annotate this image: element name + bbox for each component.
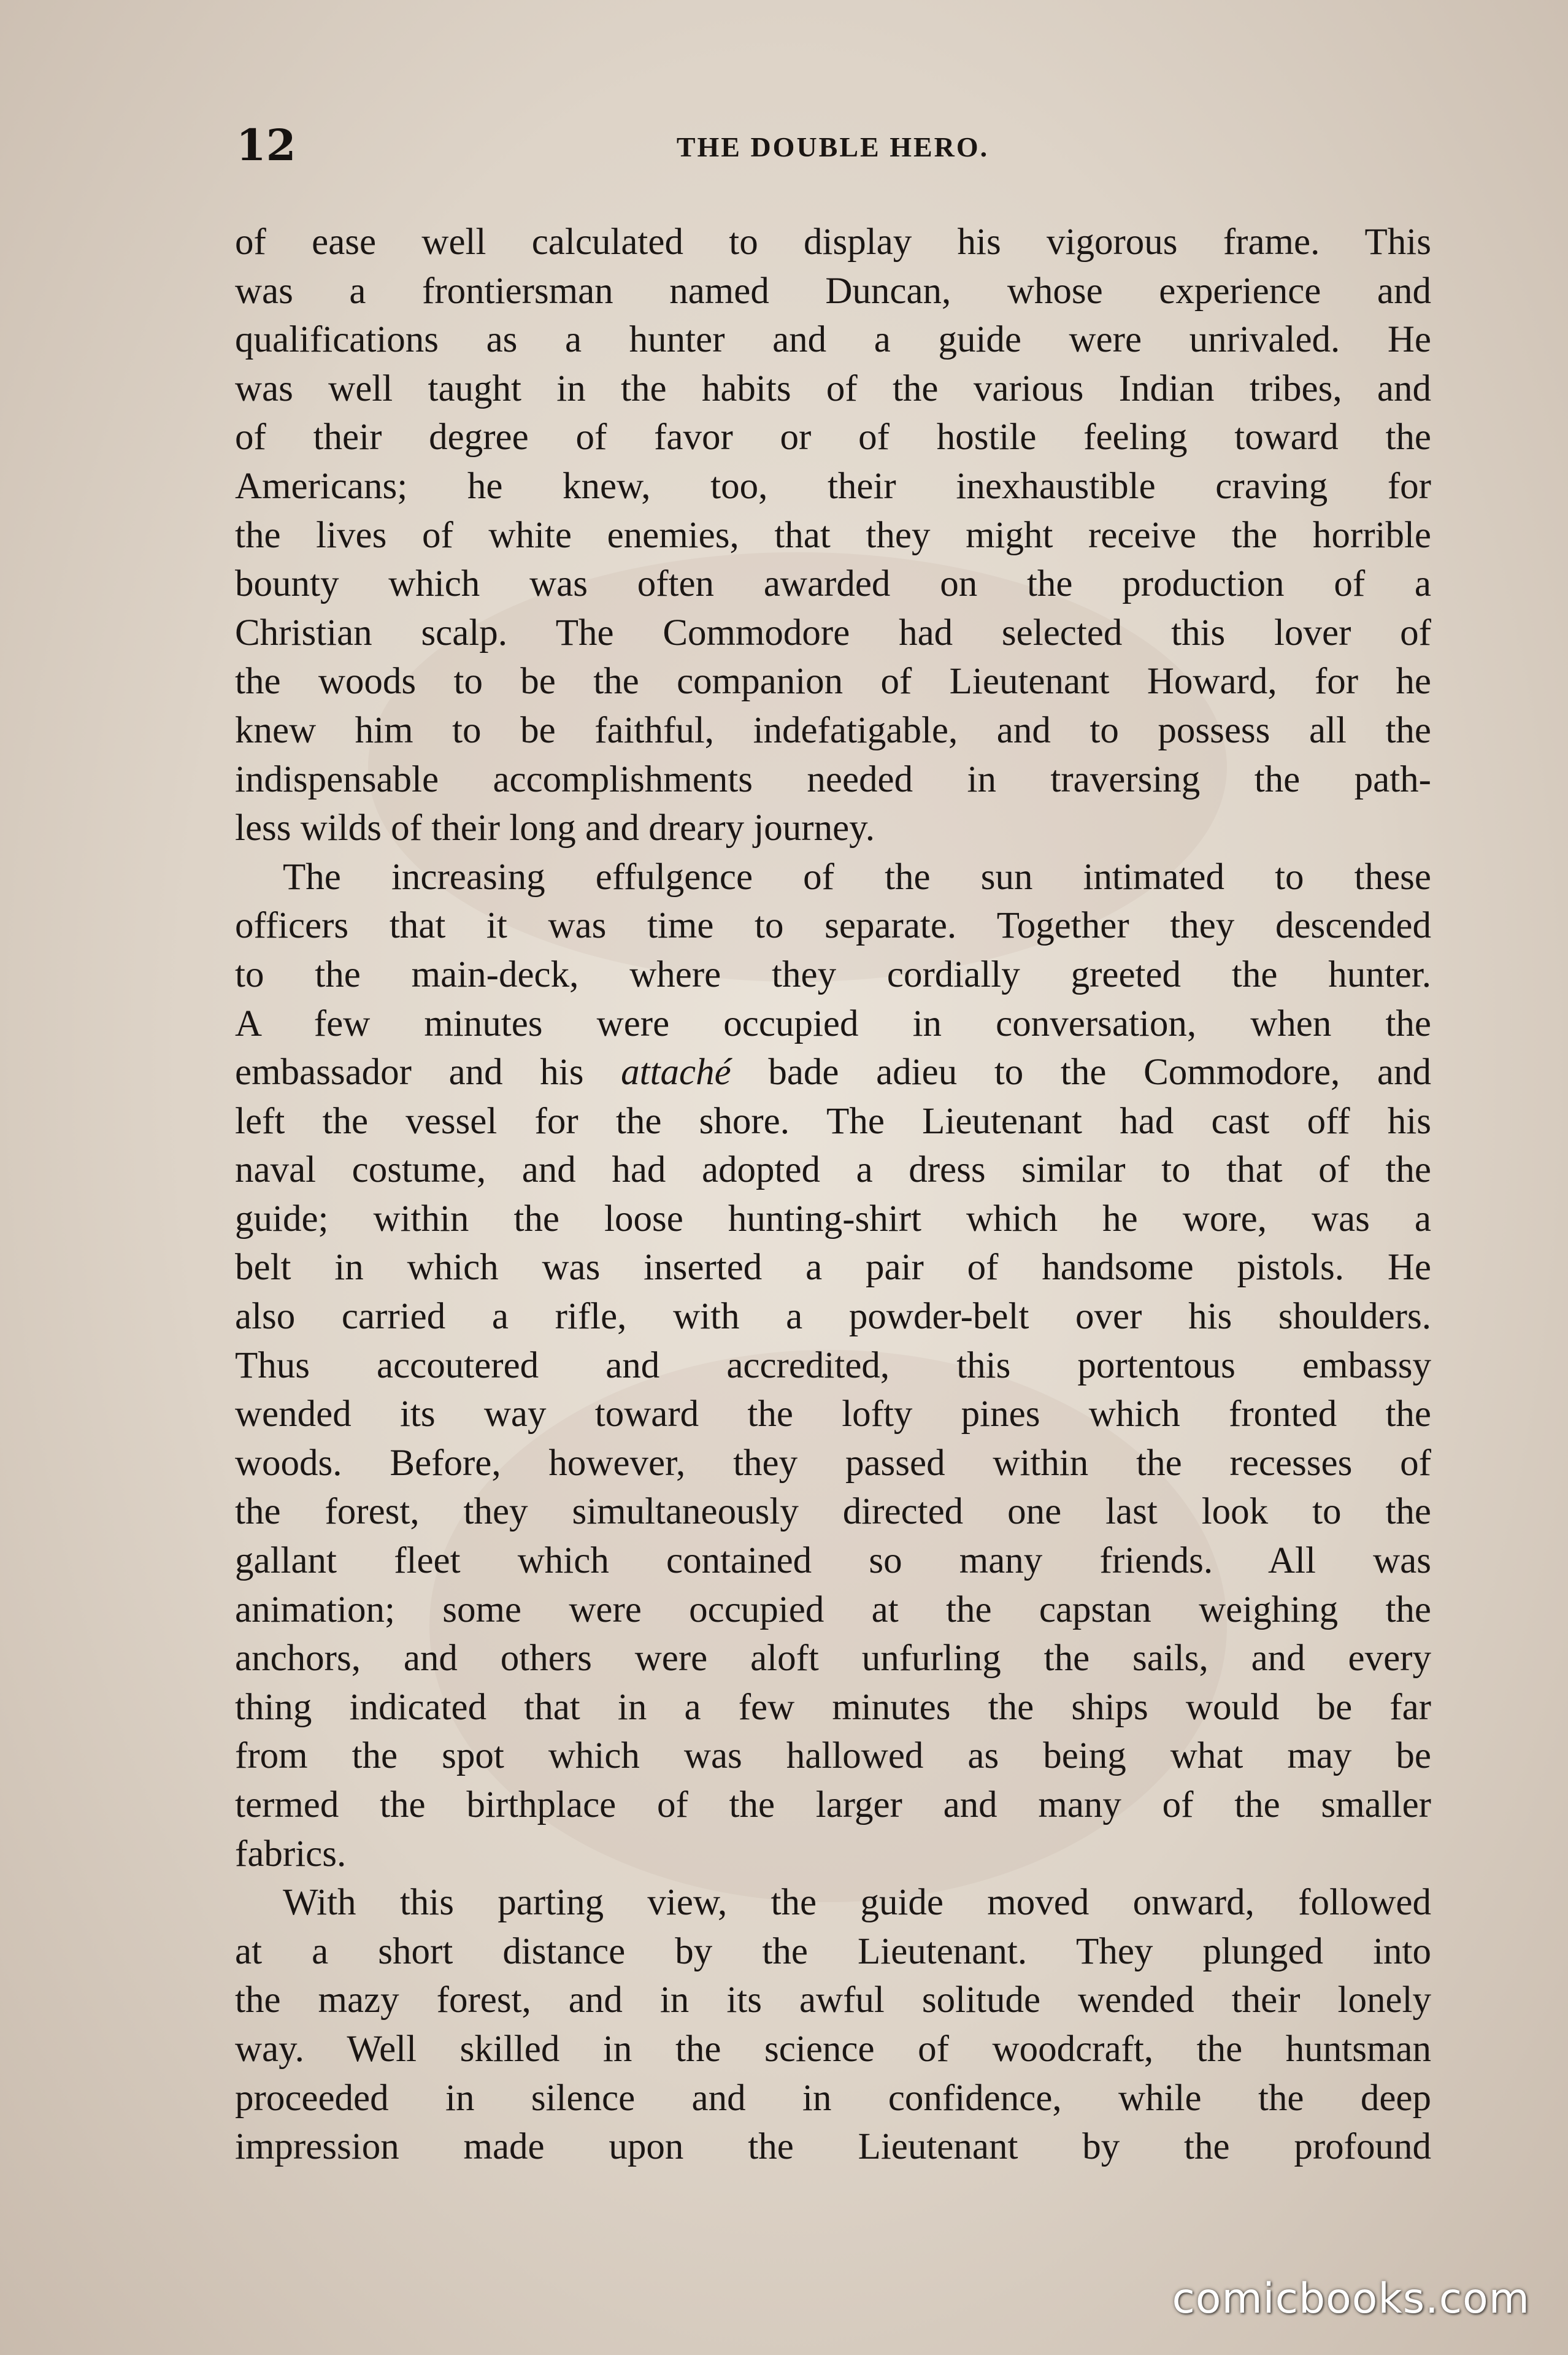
text-line: embassador and his attaché bade adieu to the Commodore, and (235, 1052, 1431, 1093)
page-header (236, 120, 1429, 175)
text-line: less wilds of their long and dreary journey. (235, 807, 875, 849)
text-line: belt in which was inserted a pair of handsome pistols. He (235, 1247, 1431, 1289)
text-line: the mazy forest, and in its awful solitude wended their lonely (235, 1979, 1431, 2021)
watermark: comicbooks.com (1172, 2275, 1530, 2323)
text-line: indispensable accomplishments needed in traversing the path- (235, 758, 1431, 800)
text-line: left the vessel for the shore. The Lieutenant had cast off his (235, 1100, 1431, 1142)
text-line: qualifications as a hunter and a guide were unrivaled. He (235, 319, 1431, 361)
text-line: The increasing effulgence of the sun intimated to these (283, 856, 1431, 898)
text-line: officers that it was time to separate. Together they descended (235, 905, 1431, 947)
text-line: fabrics. (235, 1833, 347, 1875)
text-line: also carried a rifle, with a powder-belt over his shoulders. (235, 1296, 1431, 1338)
text-line: wended its way toward the lofty pines which fronted the (235, 1393, 1431, 1435)
text-line: way. Well skilled in the science of woodcraft, the huntsman (235, 2028, 1431, 2070)
text-line: thing indicated that in a few minutes the ships would be far (235, 1686, 1431, 1728)
page-number: 12 (236, 120, 296, 171)
paragraph (235, 218, 1431, 853)
body-text (235, 218, 1431, 2172)
text-line: impression made upon the Lieutenant by the profound (235, 2126, 1431, 2168)
text-line: of their degree of favor or of hostile feeling toward the (235, 417, 1431, 458)
paragraph (235, 853, 1431, 1878)
text-line: knew him to be faithful, indefatigable, and to possess all the (235, 709, 1431, 751)
text-line: anchors, and others were aloft unfurling the sails, and every (235, 1638, 1431, 1679)
text-line: proceeded in silence and in confidence, while the deep (235, 2077, 1431, 2119)
text-line: was well taught in the habits of the various Indian tribes, and (235, 368, 1431, 409)
text-line: was a frontiersman named Duncan, whose experience and (235, 270, 1431, 312)
paragraph (235, 1878, 1431, 2172)
text-line: of ease well calculated to display his vigorous frame. This (235, 222, 1431, 263)
text-line: gallant fleet which contained so many friends. All was (235, 1540, 1431, 1582)
running-head: THE DOUBLE HERO. (676, 131, 990, 163)
text-line: to the main-deck, where they cordially greeted the hunter. (235, 954, 1431, 995)
text-line: the forest, they simultaneously directed one last look to the (235, 1491, 1431, 1533)
text-line: With this parting view, the guide moved onward, followed (283, 1882, 1431, 1924)
text-line: Christian scalp. The Commodore had selected this lover of (235, 612, 1431, 653)
italic-word: attaché (621, 1052, 731, 1093)
text-line: bounty which was often awarded on the production of a (235, 563, 1431, 605)
text-line: Thus accoutered and accredited, this portentous embassy (235, 1344, 1431, 1386)
text-line: the lives of white enemies, that they might receive the horrible (235, 514, 1431, 556)
text-line: at a short distance by the Lieutenant. They plunged into (235, 1930, 1431, 1972)
text-line: from the spot which was hallowed as being what may be (235, 1735, 1431, 1777)
text-line: Americans; he knew, too, their inexhaustible craving for (235, 465, 1431, 507)
text-line: termed the birthplace of the larger and many of the smaller (235, 1784, 1431, 1825)
text-line: animation; some were occupied at the capstan weighing the (235, 1589, 1431, 1630)
text-line: naval costume, and had adopted a dress similar to that of the (235, 1149, 1431, 1191)
text-line: guide; within the loose hunting-shirt which he wore, was a (235, 1198, 1431, 1239)
text-line: woods. Before, however, they passed within the recesses of (235, 1442, 1431, 1484)
text-line: A few minutes were occupied in conversation, when the (235, 1003, 1431, 1044)
text-line: the woods to be the companion of Lieutenant Howard, for he (235, 661, 1431, 703)
